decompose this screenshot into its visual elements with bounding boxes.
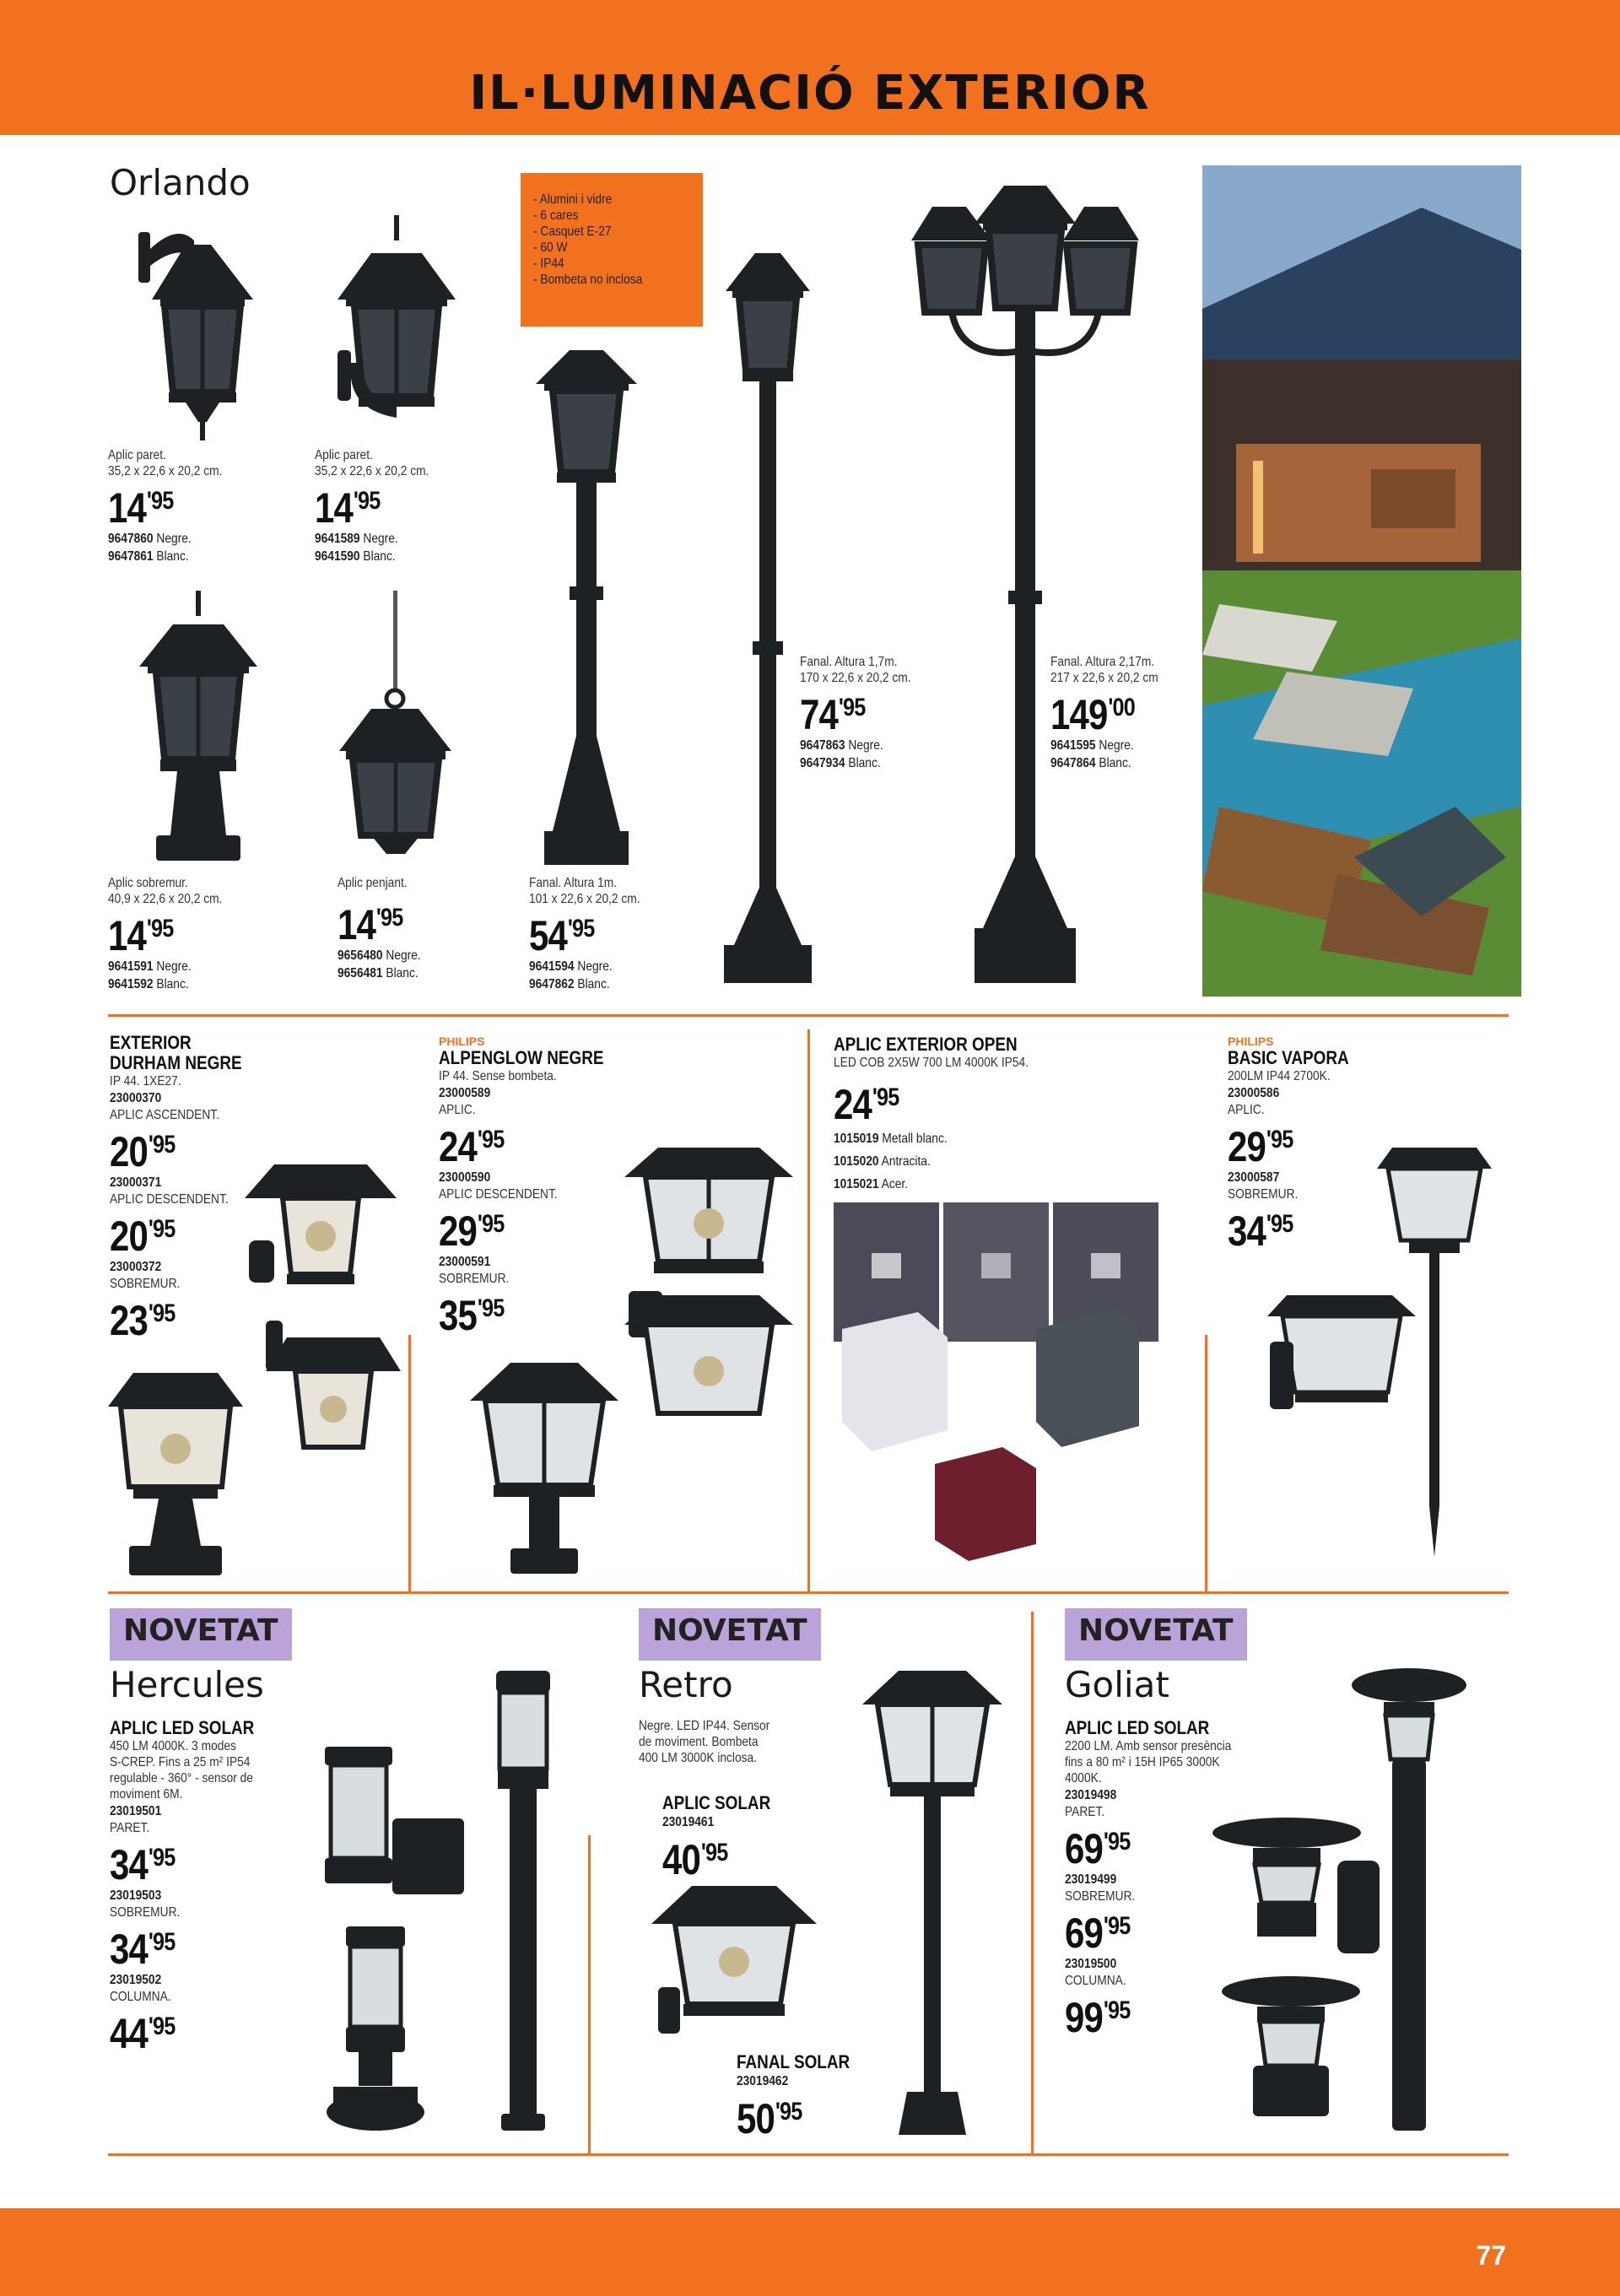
triple-street-lamp-icon — [911, 169, 1139, 996]
spec-line: - Alumini i vidre — [533, 192, 613, 207]
series-title-orlando: Orlando — [110, 162, 251, 203]
post-lantern-icon — [861, 1667, 1004, 2147]
price: $14^{'95}$ — [315, 484, 381, 532]
wall-lantern-icon — [624, 1287, 793, 1430]
footer-bar — [0, 2208, 1620, 2296]
series-title-hercules: Hercules — [110, 1664, 264, 1705]
novetat-badge: NOVETAT — [1065, 1608, 1247, 1661]
divider-vertical — [588, 1835, 591, 2156]
hanging-lantern-icon — [329, 591, 464, 869]
spec-line: - IP44 — [533, 257, 564, 271]
product-retro-fanal: FANAL SOLAR 23019462 $50^{'95}$ — [737, 2051, 850, 2142]
divider-vertical — [807, 1029, 810, 1592]
wall-lantern-icon — [262, 1312, 405, 1468]
wall-lantern-icon — [1266, 1291, 1418, 1426]
divider-vertical — [1205, 1335, 1207, 1592]
product-goliat: APLIC LED SOLAR 2200 LM. Amb sensor presència fins a 80 m² i 15H IP65 3000K 4000K. 23019498 PARET. $69^{'95}$ 23019499 SOBREMUR. $69^{'95}$ 23019500 COLUMNA. $99^{'95}$ — [1065, 1717, 1232, 2041]
divider-vertical — [408, 1335, 411, 1592]
product-orlando-6: Fanal. Altura 1,7m. 170 x 22,6 x 20,2 cm. $74^{'95}$ 9647863 Negre. 9647934 Blanc. — [800, 655, 911, 770]
spec-line: - 60 W — [533, 240, 568, 255]
post-lantern-icon — [127, 591, 270, 869]
product-orlando-3: Aplic sobremur. 40,9 x 22,6 x 20,2 cm. $14^{'95}$ 9641591 Negre. 9641592 Blanc. — [108, 876, 223, 991]
spec-line: - Bombeta no inclosa — [533, 273, 643, 287]
product-orlando-7: Fanal. Altura 2,17m. 217 x 22,6 x 20,2 cm $149^{'00}$ 9641595 Negre. 9647864 Blanc. — [1050, 655, 1158, 770]
divider — [108, 1014, 1509, 1017]
solar-bollard-icon — [1350, 1667, 1468, 2139]
cube-wall-light-icon — [834, 1202, 1163, 1582]
garden-photo — [1202, 165, 1521, 997]
price: $14^{'95}$ — [108, 912, 174, 959]
solar-bollard-icon — [489, 1667, 557, 2139]
post-lantern-icon — [108, 1369, 243, 1580]
wall-lantern-icon — [127, 215, 270, 443]
product-durham: EXTERIOR DURHAM NEGRE IP 44. 1XE27. 23000370 APLIC ASCENDENT. $20^{'95}$ 23000371 APLIC DESCENDENT. $20^{'95}$ 23000372 SOBREMUR. $23^{'95}$ — [110, 1032, 242, 1344]
series-title-retro: Retro — [639, 1664, 733, 1705]
solar-wall-light-icon — [321, 1738, 472, 1907]
product-retro-spec: Negre. LED IP44. Sensor de moviment. Bombeta 400 LM 3000K inclosa. — [639, 1719, 770, 1765]
spec-line: - Casquet E-27 — [533, 224, 612, 239]
divider-vertical — [1031, 1612, 1034, 2156]
wall-lantern-icon — [321, 215, 472, 443]
price: $54^{'95}$ — [529, 912, 595, 959]
divider — [108, 2153, 1509, 2156]
wall-lantern-icon — [650, 1877, 818, 2046]
product-alpenglow: PHILIPS ALPENGLOW NEGRE IP 44. Sense bombeta. 23000589 APLIC. $24^{'95}$ 23000590 APLIC DESCENDENT. $29^{'95}$ 23000591 SOBREMUR. $35^{'95}$ — [439, 1035, 604, 1339]
wall-lantern-icon — [624, 1143, 793, 1283]
novetat-badge: NOVETAT — [110, 1608, 292, 1661]
orlando-spec-box — [521, 173, 703, 327]
spec-line: - 6 cares — [533, 208, 579, 223]
product-retro-aplic: APLIC SOLAR 23019461 $40^{'95}$ — [662, 1792, 771, 1883]
page-number: 77 — [1476, 2240, 1506, 2271]
price: $14^{'95}$ — [108, 484, 174, 532]
product-orlando-1: Aplic paret. 35,2 x 22,6 x 20,2 cm. $14^{'95}$ 9647860 Negre. 9647861 Blanc. — [108, 448, 223, 564]
price: $14^{'95}$ — [338, 901, 403, 948]
solar-bollard-icon — [316, 1922, 435, 2133]
post-lantern-icon — [468, 1359, 620, 1578]
product-orlando-4: Aplic penjant. $14^{'95}$ 9656480 Negre. 9656481 Blanc. — [338, 876, 421, 981]
solar-bollard-icon — [1219, 1973, 1363, 2125]
street-lamp-icon — [527, 333, 645, 873]
product-orlando-5: Fanal. Altura 1m. 101 x 22,6 x 20,2 cm. $54^{'95}$ 9641594 Negre. 9647862 Blanc. — [529, 876, 640, 991]
product-open: APLIC EXTERIOR OPEN LED COB 2X5W 700 LM 4000K IP54. $24^{'95}$ 1015019 Metall blanc. 1015020 Antracita. 1015021 Acer. — [834, 1034, 1029, 1191]
product-hercules: APLIC LED SOLAR 450 LM 4000K. 3 modes S-CREP. Fins a 25 m² IP54 regulable - 360° - sensor de moviment 6M. 23019501 PARET. $34^{'95}$ 23019503 SOBREMUR. $34^{'95}$ 23019502 COLUMNA. $44^{'95}$ — [110, 1717, 255, 2057]
divider — [108, 1591, 1509, 1594]
product-orlando-2: Aplic paret. 35,2 x 22,6 x 20,2 cm. $14^{'95}$ 9641589 Negre. 9641590 Blanc. — [315, 448, 429, 564]
novetat-badge: NOVETAT — [639, 1608, 821, 1661]
product-vapora: PHILIPS BASIC VAPORA 200LM IP44 2700K. 23000586 APLIC. $29^{'95}$ 23000587 SOBREMUR. $34^{'95}$ — [1228, 1035, 1349, 1255]
price: $74^{'95}$ — [800, 691, 866, 738]
street-lamp-icon — [717, 245, 818, 987]
wall-lantern-icon — [240, 1148, 401, 1308]
series-title-goliat: Goliat — [1065, 1664, 1169, 1705]
price: $149^{'00}$ — [1050, 691, 1135, 738]
page-title: IL·LUMINACIÓ EXTERIOR — [469, 66, 1151, 121]
